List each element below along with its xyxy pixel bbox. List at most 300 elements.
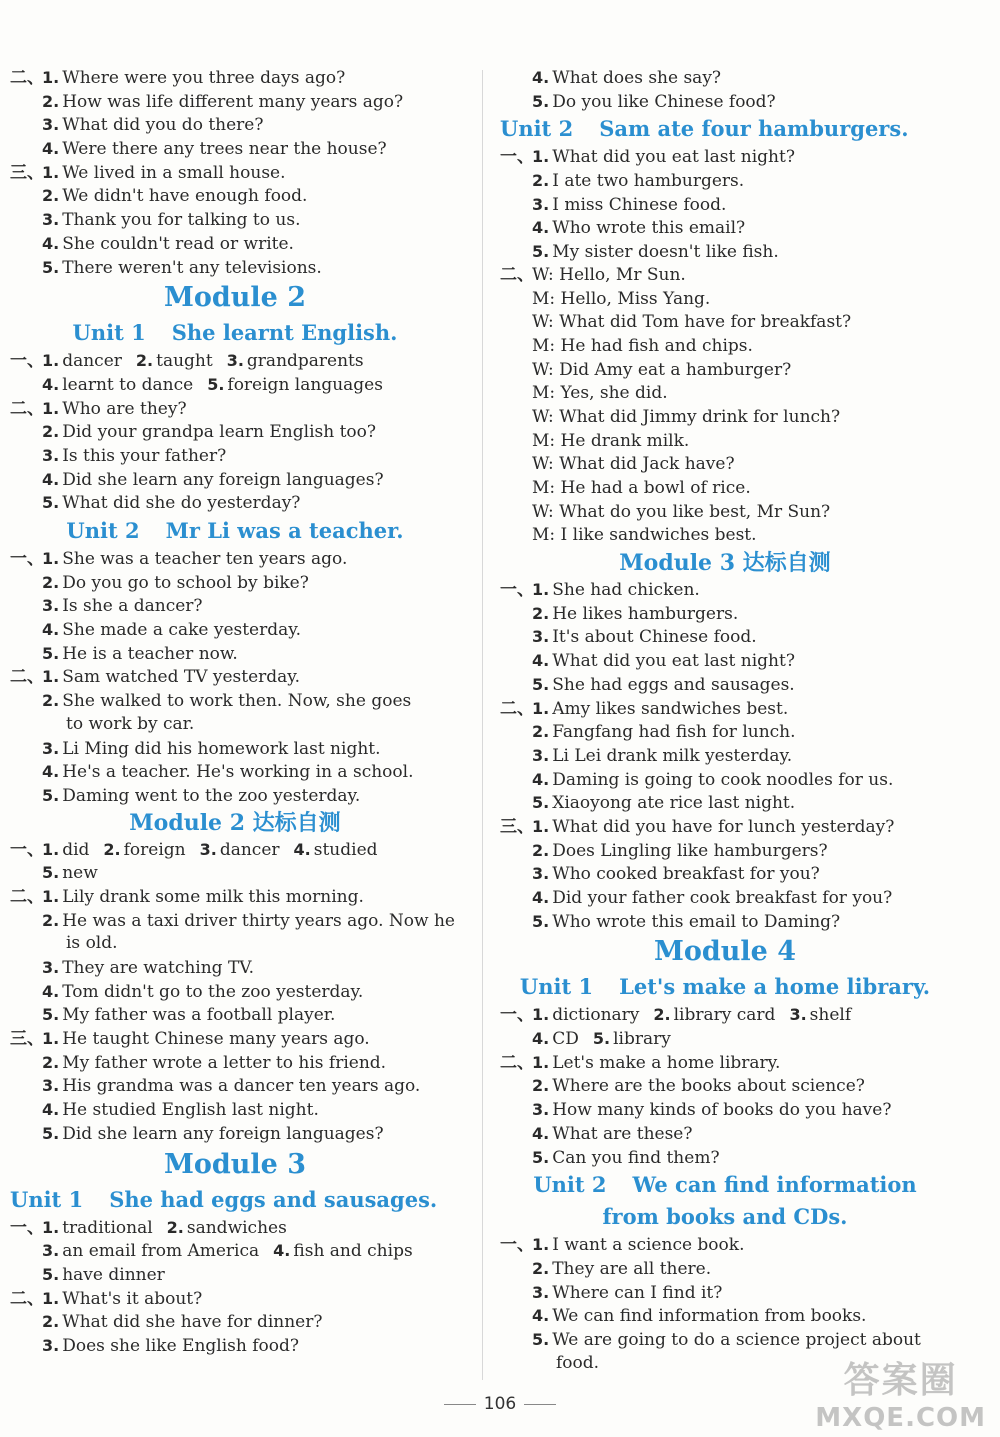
answer-text: What does she say? [552, 68, 722, 88]
answer-text: He is a teacher now. [62, 643, 238, 664]
dialogue-line: M: He drank milk. [532, 430, 690, 451]
item-number: 2. [532, 722, 550, 742]
answer-text: It's about Chinese food. [552, 627, 757, 648]
item-number: 2. [42, 1312, 60, 1332]
answer-text: an email from America [62, 1241, 260, 1262]
item-number: 3. [532, 745, 550, 765]
answer-line [500, 1074, 950, 1098]
item-number: 5. [532, 1329, 550, 1349]
answer-line [500, 910, 950, 934]
section-marker: 一、 [10, 839, 44, 860]
answer-text: He studied English last night. [62, 1100, 319, 1121]
item-number: 3. [42, 115, 60, 135]
answer-line [500, 886, 950, 910]
section-marker: 一、 [500, 1005, 534, 1026]
module-heading: Module 2 达标自测 [129, 809, 341, 836]
answer-line [500, 1098, 950, 1122]
answer-text: Do you like Chinese food? [552, 91, 776, 112]
answer-line [10, 1287, 460, 1311]
answer-text: Do you go to school by bike? [62, 572, 309, 593]
module-heading: Module 3 达标自测 [619, 550, 831, 577]
item-number: 5. [42, 785, 60, 805]
answer-text: Where were you three days ago? [62, 68, 346, 88]
answer-line [500, 862, 950, 886]
item-number: 3. [532, 864, 550, 884]
item-number: 5. [532, 911, 550, 931]
answer-line [500, 673, 950, 697]
item-number: 4. [273, 1241, 291, 1261]
answer-text: What did she have for dinner? [62, 1312, 323, 1333]
answer-text: She couldn't read or write. [62, 233, 294, 254]
unit-title: Let's make a home library. [619, 974, 931, 1000]
answer-line [500, 1122, 950, 1146]
answer-text: What's it about? [62, 1288, 203, 1309]
item-number: 4. [42, 981, 60, 1001]
answer-text: grandparents [246, 351, 364, 372]
item-number: 2. [42, 91, 60, 111]
item-number: 4. [532, 68, 550, 87]
watermark-logo [815, 1352, 986, 1433]
unit-number: Unit 1 [10, 1186, 84, 1212]
answer-line [10, 232, 460, 256]
answer-text: He's a teacher. He's working in a school. [62, 762, 414, 783]
answer-line [10, 760, 460, 784]
answer-text: foreign [123, 839, 186, 860]
answer-line [10, 689, 460, 713]
answer-text: new [62, 863, 98, 884]
watermark-line2: MXQE.COM [815, 1403, 986, 1433]
item-number: 5. [532, 1147, 550, 1167]
answer-line [10, 547, 460, 571]
item-number: 4. [42, 139, 60, 159]
answer-text: She was a teacher ten years ago. [62, 549, 348, 569]
item-number: 1. [42, 1288, 60, 1308]
item-number: 5. [592, 1029, 611, 1049]
answer-text: She made a cake yesterday. [62, 620, 302, 641]
section-marker: 一、 [10, 351, 44, 372]
answer-continuation: is old. [66, 933, 118, 954]
section-marker: 三、 [10, 162, 44, 183]
answer-text: He taught Chinese many years ago. [62, 1029, 370, 1050]
answer-line-multi [10, 349, 460, 373]
item-number: 5. [532, 674, 550, 694]
item-number: 2. [166, 1217, 184, 1237]
answer-text: learnt to dance [62, 374, 194, 395]
answer-line [10, 1003, 460, 1027]
answer-text: sandwiches [186, 1217, 287, 1238]
answer-line [10, 184, 460, 208]
answer-line [10, 420, 460, 444]
dialogue-line: M: He had fish and chips. [532, 335, 753, 356]
answer-line [10, 784, 460, 808]
item-number: 2. [532, 840, 550, 860]
answer-text: Daming went to the zoo yesterday. [62, 785, 361, 806]
answer-text: What did you eat last night? [552, 651, 795, 672]
answer-text: Did she learn any foreign languages? [62, 469, 384, 490]
item-number: 2. [42, 422, 60, 442]
answer-line [10, 665, 460, 689]
answer-text: She had chicken. [552, 580, 700, 601]
item-number: 3. [789, 1005, 807, 1025]
answer-line [10, 208, 460, 232]
unit-heading [500, 1169, 950, 1201]
answer-text: I miss Chinese food. [552, 194, 727, 215]
item-number: 2. [653, 1005, 671, 1025]
answer-text: How was life different many years ago? [62, 91, 404, 112]
answer-text: traditional [62, 1217, 153, 1238]
unit-heading [10, 515, 460, 547]
answer-text: Xiaoyong ate rice last night. [552, 793, 796, 814]
answer-text: His grandma was a dancer ten years ago. [62, 1076, 421, 1097]
answer-text: Where are the books about science? [552, 1076, 865, 1097]
answer-text: We lived in a small house. [62, 162, 286, 183]
item-number: 1. [532, 1052, 550, 1072]
answer-line [10, 885, 460, 909]
item-number: 3. [532, 1100, 550, 1120]
answer-text: Amy likes sandwiches best. [552, 698, 789, 719]
item-number: 5. [42, 863, 60, 883]
item-number: 3. [226, 351, 244, 371]
dialogue-line: W: Did Amy eat a hamburger? [532, 359, 792, 380]
item-number: 4. [532, 1029, 550, 1049]
answer-continuation: to work by car. [66, 713, 195, 734]
answer-text: Is this your father? [62, 445, 227, 466]
section-marker: 二、 [500, 698, 534, 719]
item-number: 1. [42, 351, 60, 371]
answer-text: Who wrote this email? [552, 218, 746, 239]
item-number: 5. [532, 793, 550, 813]
unit-title: Sam ate four hamburgers. [599, 116, 909, 142]
dialogue-line: M: I like sandwiches best. [532, 525, 757, 546]
answer-text: What did she do yesterday? [62, 493, 301, 514]
answer-text: W: Hello, Mr Sun. [532, 264, 686, 285]
item-number: 1. [42, 1029, 60, 1049]
dialogue-line: W: What do you like best, Mr Sun? [532, 501, 831, 522]
answer-text: fish and chips [293, 1241, 413, 1262]
answer-line [500, 720, 950, 744]
section-marker: 一、 [500, 580, 534, 601]
answer-line [10, 256, 460, 280]
answer-line [500, 697, 950, 721]
answer-line [10, 618, 460, 642]
section-marker: 一、 [500, 147, 534, 168]
dialogue-line: W: What did Jimmy drink for lunch? [532, 406, 841, 427]
unit-number: Unit 1 [519, 974, 594, 1000]
answer-line [10, 594, 460, 618]
answer-line [500, 145, 950, 169]
item-number: 1. [42, 549, 60, 568]
item-number: 1. [532, 816, 550, 836]
answer-text: They are all there. [552, 1258, 712, 1279]
answer-text: Thank you for talking to us. [62, 210, 301, 231]
watermark-line1: 答案圈 [843, 1360, 958, 1401]
answer-line [10, 468, 460, 492]
item-number: 2. [103, 839, 121, 859]
answer-text: She walked to work then. Now, she goes [62, 691, 412, 712]
module-heading: Module 4 [653, 936, 797, 968]
item-number: 5. [42, 1005, 60, 1025]
answer-text: We are going to do a science project about [552, 1329, 921, 1350]
answer-text: He likes hamburgers. [552, 603, 739, 624]
answer-text: I want a science book. [552, 1235, 745, 1256]
answer-line [10, 113, 460, 137]
answer-text: dancer [219, 839, 280, 860]
item-number: 2. [42, 910, 60, 930]
answer-text: My father was a football player. [62, 1005, 336, 1026]
answer-line [500, 90, 950, 114]
answer-line [500, 264, 950, 288]
answer-line [500, 1304, 950, 1328]
answer-text: He was a taxi driver thirty years ago. Now he [62, 910, 455, 931]
answer-line [500, 1281, 950, 1305]
item-number: 3. [42, 958, 60, 977]
unit-title: We can find information [632, 1172, 917, 1198]
dialogue-line: W: What did Jack have? [532, 454, 735, 475]
unit-heading-continued: from books and CDs. [602, 1204, 848, 1230]
answer-text: Did your grandpa learn English too? [62, 422, 377, 443]
answer-line [10, 161, 460, 185]
item-number: 1. [42, 886, 60, 906]
answer-line [500, 216, 950, 240]
dialogue-line: M: He had a bowl of rice. [532, 478, 751, 498]
answer-line [500, 1051, 950, 1075]
item-number: 1. [532, 147, 550, 167]
item-number: 1. [532, 698, 550, 718]
answer-text: dictionary [552, 1005, 640, 1026]
answer-line [500, 1233, 950, 1257]
section-marker: 三、 [10, 1029, 44, 1050]
item-number: 4. [532, 769, 550, 789]
unit-heading [10, 317, 460, 349]
section-marker: 二、 [10, 398, 44, 419]
item-number: 3. [42, 1076, 60, 1096]
answer-text: She had eggs and sausages. [552, 674, 795, 695]
section-marker: 一、 [10, 549, 44, 569]
answer-line [500, 66, 950, 90]
answer-line [10, 491, 460, 515]
module-heading: Module 2 [163, 282, 307, 314]
item-number: 3. [42, 596, 60, 616]
answer-line [500, 1146, 950, 1170]
answer-line [500, 169, 950, 193]
section-marker: 三、 [500, 816, 534, 837]
answer-text: Where can I find it? [552, 1282, 723, 1303]
answer-text: have dinner [62, 1264, 165, 1285]
item-number: 5. [42, 493, 60, 513]
item-number: 3. [532, 627, 550, 647]
answer-text: I ate two hamburgers. [552, 171, 745, 192]
answer-text: Tom didn't go to the zoo yesterday. [62, 981, 364, 1002]
answer-line-multi [10, 1263, 460, 1287]
answer-line-multi [10, 861, 460, 885]
answer-line [500, 768, 950, 792]
answer-line [10, 571, 460, 595]
module-heading: Module 3 [163, 1148, 307, 1180]
answer-line [10, 1334, 460, 1358]
unit-number: Unit 1 [72, 320, 146, 346]
item-number: 4. [42, 1100, 60, 1120]
answer-text: Can you find them? [552, 1147, 720, 1168]
answer-text: foreign languages [227, 374, 383, 395]
answer-text: There weren't any televisions. [62, 257, 322, 278]
item-number: 1. [42, 839, 60, 859]
answer-line [10, 956, 460, 980]
answer-line [10, 642, 460, 666]
answer-line [10, 444, 460, 468]
answer-text: did [62, 839, 90, 860]
dialogue-line: M: Yes, she did. [532, 383, 668, 404]
answer-text: library card [673, 1005, 776, 1026]
item-number: 1. [532, 1235, 550, 1255]
answer-text: Sam watched TV yesterday. [62, 667, 301, 688]
answer-line [500, 1257, 950, 1281]
answer-continuation: food. [556, 1352, 600, 1373]
answer-text: Who cooked breakfast for you? [552, 864, 820, 885]
item-number: 4. [532, 888, 550, 907]
answer-line-multi [500, 1003, 950, 1027]
item-number: 3. [532, 194, 550, 214]
answer-line [10, 1074, 460, 1098]
answer-line-multi [10, 1216, 460, 1240]
section-marker: 二、 [500, 264, 534, 285]
item-number: 2. [42, 186, 60, 206]
section-marker: 二、 [10, 667, 44, 688]
answer-line [500, 578, 950, 602]
page-number: 106 [0, 1394, 1000, 1414]
item-number: 3. [532, 1282, 550, 1302]
answer-text: Who wrote this email to Daming? [552, 911, 841, 932]
item-number: 5. [42, 1264, 60, 1284]
answer-text: dancer [62, 351, 122, 372]
item-number: 5. [42, 643, 60, 663]
unit-heading [500, 113, 950, 145]
column-divider [482, 70, 483, 1380]
answer-line [10, 909, 460, 933]
answer-text: Does she like English food? [62, 1335, 299, 1356]
answer-text: Who are they? [62, 398, 187, 419]
item-number: 4. [532, 1306, 550, 1326]
answer-line [10, 1310, 460, 1334]
item-number: 2. [532, 171, 550, 191]
answer-line [10, 980, 460, 1004]
section-marker: 一、 [500, 1235, 534, 1256]
answer-line [10, 1051, 460, 1075]
answer-line [10, 66, 460, 90]
answer-text: Lily drank some milk this morning. [62, 886, 364, 907]
unit-heading [500, 971, 950, 1003]
item-number: 4. [532, 218, 550, 238]
item-number: 2. [532, 603, 550, 623]
answer-line [500, 625, 950, 649]
left-column [10, 66, 460, 1358]
answer-text: Did your father cook breakfast for you? [552, 888, 893, 908]
answer-line [10, 1027, 460, 1051]
answer-line [500, 1328, 950, 1352]
answer-line [500, 240, 950, 264]
item-number: 1. [532, 580, 550, 600]
answer-text: What did you do there? [62, 115, 264, 136]
answer-line [500, 602, 950, 626]
answer-line [10, 737, 460, 761]
item-number: 3. [42, 445, 60, 465]
answer-text: Did she learn any foreign languages? [62, 1123, 384, 1144]
item-number: 3. [42, 1335, 60, 1355]
item-number: 2. [42, 691, 60, 711]
section-marker: 一、 [10, 1217, 44, 1238]
answer-line [500, 193, 950, 217]
unit-number: Unit 2 [500, 116, 574, 142]
item-number: 1. [42, 398, 60, 418]
item-number: 5. [207, 374, 225, 394]
item-number: 1. [42, 667, 60, 687]
item-number: 4. [42, 762, 60, 782]
unit-title: She learnt English. [171, 320, 398, 346]
answer-line [500, 791, 950, 815]
section-marker: 二、 [500, 1052, 534, 1073]
answer-line-multi [10, 373, 460, 397]
answer-line [10, 397, 460, 421]
answer-line [10, 1122, 460, 1146]
answer-line [500, 839, 950, 863]
answer-text: Let's make a home library. [552, 1052, 781, 1073]
answer-text: Is she a dancer? [62, 596, 203, 617]
answer-text: We didn't have enough food. [62, 186, 308, 207]
answer-text: taught [156, 351, 213, 372]
item-number: 4. [42, 374, 60, 394]
answer-text: My father wrote a letter to his friend. [62, 1052, 387, 1073]
section-marker: 二、 [10, 1288, 44, 1309]
item-number: 3. [42, 210, 60, 230]
answer-text: Fangfang had fish for lunch. [552, 722, 796, 743]
item-number: 5. [42, 257, 60, 277]
item-number: 3. [42, 1241, 60, 1261]
item-number: 3. [42, 738, 60, 758]
item-number: 1. [42, 1217, 60, 1237]
item-number: 2. [532, 1258, 550, 1278]
item-number: 2. [532, 1076, 550, 1096]
answer-line-multi [10, 838, 460, 862]
answer-line [500, 815, 950, 839]
unit-number: Unit 2 [533, 1172, 607, 1198]
answer-text: What did you eat last night? [552, 147, 795, 168]
answer-text: library [613, 1029, 671, 1050]
item-number: 1. [42, 162, 60, 182]
answer-text: Li Ming did his homework last night. [62, 738, 381, 759]
answer-text: What are these? [552, 1123, 693, 1144]
item-number: 4. [42, 233, 60, 253]
item-number: 5. [532, 91, 550, 111]
section-marker: 二、 [10, 68, 44, 88]
right-column [500, 66, 950, 1375]
item-number: 1. [532, 1005, 550, 1025]
item-number: 5. [42, 1123, 60, 1143]
item-number: 3. [199, 839, 217, 859]
item-number: 2. [42, 1052, 60, 1072]
answer-text: What did you have for lunch yesterday? [552, 816, 895, 837]
section-marker: 二、 [10, 886, 44, 907]
item-number: 4. [42, 620, 60, 640]
answer-text: They are watching TV. [62, 958, 255, 978]
answer-line [500, 649, 950, 673]
answer-line [500, 744, 950, 768]
answer-text: We can find information from books. [552, 1306, 867, 1327]
item-number: 5. [532, 242, 550, 262]
answer-text: Li Lei drank milk yesterday. [552, 745, 793, 766]
answer-text: studied [313, 839, 378, 860]
unit-title: She had eggs and sausages. [109, 1186, 438, 1212]
answer-text: Does Lingling like hamburgers? [552, 840, 828, 861]
unit-title: Mr Li was a teacher. [165, 518, 404, 543]
